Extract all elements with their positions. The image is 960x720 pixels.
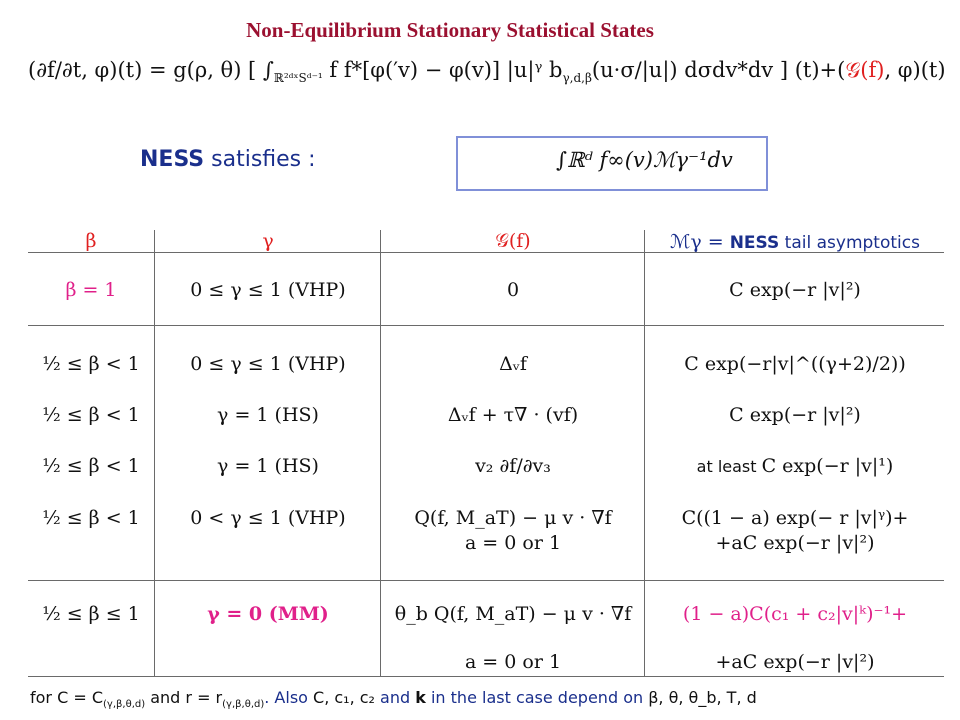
row-1-gamma: 0 ≤ γ ≤ 1 (VHP) xyxy=(190,279,346,301)
row-4-tail-value: C exp(−r |v|¹) xyxy=(761,455,894,477)
row-1-tail: C exp(−r |v|²) xyxy=(729,279,861,301)
header-tail-asymptotics xyxy=(646,231,944,253)
row-3-beta: ½ ≤ β < 1 xyxy=(42,404,140,426)
row-5-gf-line2: a = 0 or 1 xyxy=(464,532,562,554)
table-rule-2 xyxy=(28,580,944,581)
footnote-part3: . Also xyxy=(264,688,314,707)
header-tail-prefix: ℳγ = xyxy=(670,231,724,253)
row-5-gf: Q(f, M_aT) − μ v · ∇f xyxy=(414,507,612,529)
header-tail-rest: tail asymptotics xyxy=(779,233,920,253)
row-6-gf-line2: a = 0 or 1 xyxy=(464,651,562,673)
ness-label-bold: NESS xyxy=(140,147,205,172)
row-5-beta: ½ ≤ β < 1 xyxy=(42,507,140,529)
ness-label xyxy=(140,147,316,172)
row-6-tail: (1 − a)C(c₁ + c₂|v|ᵏ)⁻¹+ xyxy=(682,603,908,625)
row-2-gamma: 0 ≤ γ ≤ 1 (VHP) xyxy=(190,353,346,375)
row-5-gamma: 0 < γ ≤ 1 (VHP) xyxy=(190,507,346,529)
ness-label-rest: satisfies : xyxy=(204,147,316,172)
row-4-beta: ½ ≤ β < 1 xyxy=(42,455,140,477)
equation-tail: , φ)(t) xyxy=(884,58,946,82)
g-operator-term: 𝒢(f) xyxy=(845,58,885,82)
row-4-gamma: γ = 1 (HS) xyxy=(217,455,319,477)
row-5-tail: C((1 − a) exp(− r |v|ᵞ)+ xyxy=(681,507,909,529)
footnote-part5: and xyxy=(374,688,416,707)
page-title: Non-Equilibrium Stationary Statistical States xyxy=(246,18,654,42)
footnote-part2: and r = r xyxy=(145,688,223,707)
footnote-part6: k xyxy=(415,688,426,707)
footnote xyxy=(30,688,757,710)
table-rule-bottom xyxy=(28,676,944,677)
header-ness-bold: NESS xyxy=(729,233,780,253)
row-1-beta: β = 1 xyxy=(65,279,117,301)
footnote-sub1: (γ,β,θ,d) xyxy=(103,699,146,711)
footnote-part4: C, c₁, c₂ xyxy=(313,688,375,707)
row-2-gf: Δᵥf xyxy=(499,353,527,375)
footnote-sub2: (γ,β,θ,d) xyxy=(222,699,265,711)
row-3-gf: Δᵥf + τ∇ · (vf) xyxy=(447,404,579,426)
row-2-beta: ½ ≤ β < 1 xyxy=(42,353,140,375)
equation-kernel-arg: (u·σ/|u|) dσdv*dv ] (t)+( xyxy=(591,58,846,82)
row-4-gf: v₂ ∂f/∂v₃ xyxy=(475,455,551,477)
row-5-tail-line2: +aC exp(−r |v|²) xyxy=(715,532,875,554)
row-2-tail: C exp(−r|v|^((γ+2)/2)) xyxy=(684,353,906,375)
table-col-divider-2 xyxy=(380,230,381,676)
row-4-tail-prefix: at least xyxy=(696,457,762,476)
footnote-part8: β, θ, θ_b, T, d xyxy=(648,688,757,707)
row-4-tail xyxy=(646,455,944,477)
equation-lhs: (∂f/∂t, φ)(t) = g(ρ, θ) [ ∫ xyxy=(28,58,274,82)
footnote-part1: for C = C xyxy=(30,688,104,707)
kernel-subscript: γ,d,β xyxy=(562,71,592,86)
header-g-of-f: 𝒢(f) xyxy=(495,230,531,252)
row-6-tail-line2: +aC exp(−r |v|²) xyxy=(715,651,875,673)
header-beta: β xyxy=(85,230,97,252)
row-3-tail: C exp(−r |v|²) xyxy=(729,404,861,426)
row-3-gamma: γ = 1 (HS) xyxy=(217,404,319,426)
header-tail-label xyxy=(730,233,920,253)
table-col-divider-1 xyxy=(154,230,155,676)
integral-domain: ℝ²ᵈˣSᵈ⁻¹ xyxy=(273,71,323,86)
boltzmann-equation xyxy=(28,58,946,85)
header-gamma: γ xyxy=(262,230,274,252)
ness-formula: ∫ℝᵈ f∞(v)ℳγ⁻¹dv xyxy=(556,148,733,172)
table-rule-1 xyxy=(28,325,944,326)
footnote-part7: in the last case depend on xyxy=(425,688,649,707)
equation-integrand: f f*[φ(′v) − φ(v)] |u|ᵞ b xyxy=(322,58,563,82)
row-6-gamma: γ = 0 (MM) xyxy=(207,603,329,625)
table-col-divider-3 xyxy=(644,230,645,676)
row-6-gf: θ_b Q(f, M_aT) − μ v · ∇f xyxy=(394,603,632,625)
row-6-beta: ½ ≤ β ≤ 1 xyxy=(42,603,140,625)
row-1-gf: 0 xyxy=(506,279,520,301)
